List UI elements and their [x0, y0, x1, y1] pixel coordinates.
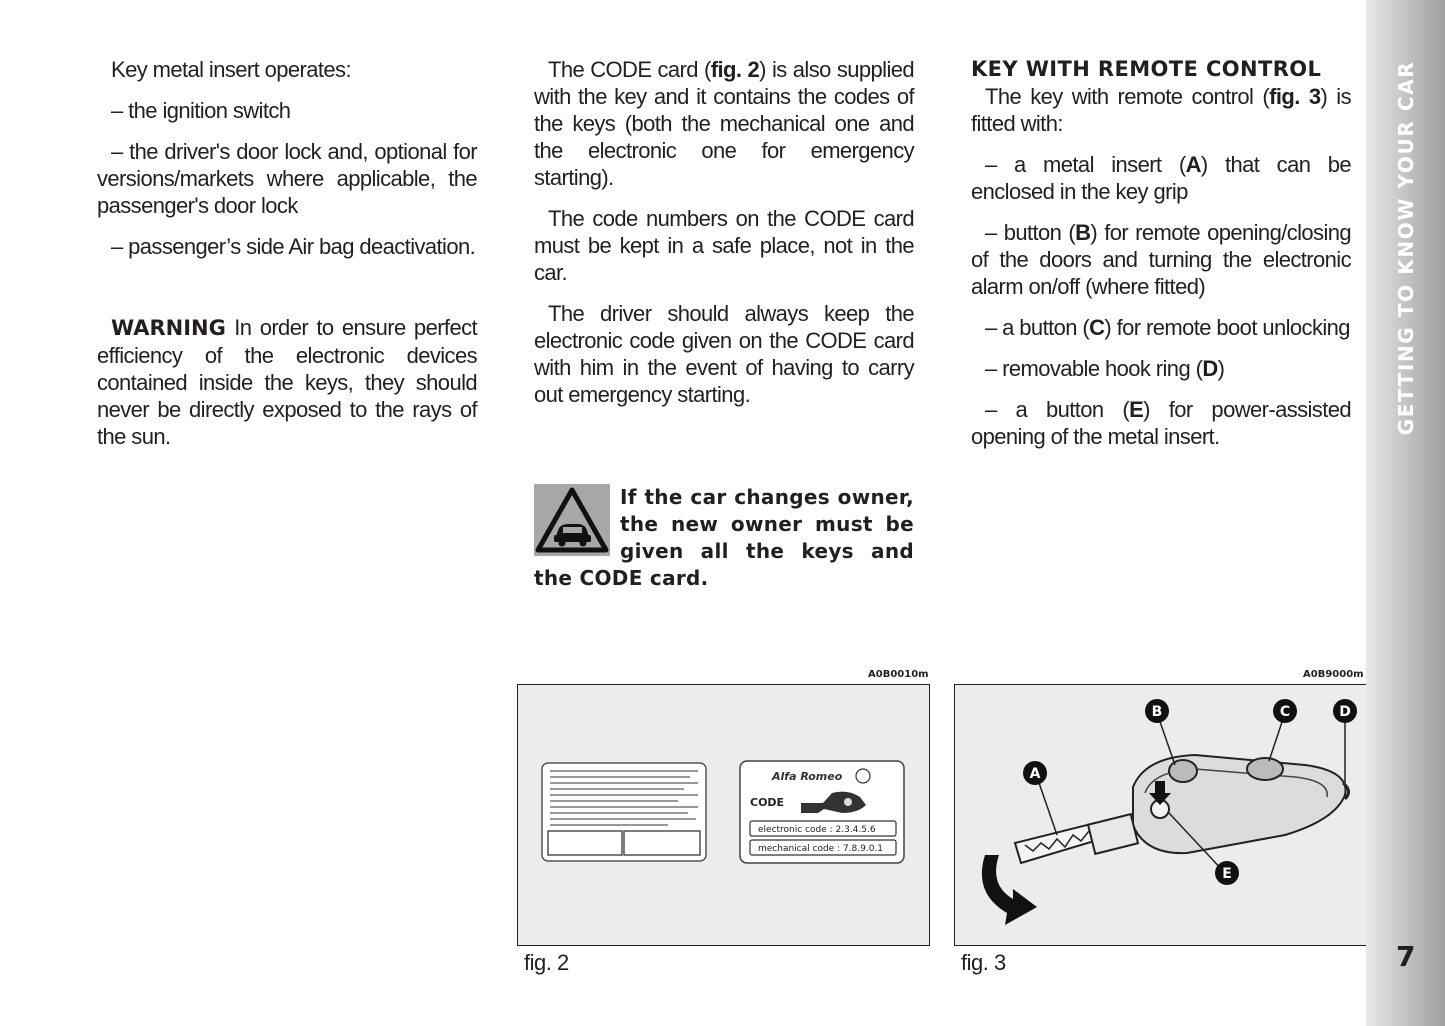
- list-item-button-e: [971, 396, 1351, 450]
- label-b-marker: [1145, 699, 1169, 723]
- warning-text: In order to ensure perfect efficiency of the electronic devices contained inside the keys, they should never be directly exposed to the rays of the sun.: [97, 315, 477, 449]
- fig2-caption: fig. 2: [524, 950, 569, 975]
- text: – removable hook ring (: [985, 356, 1203, 381]
- fig3-caption: fig. 3: [961, 950, 1006, 975]
- list-item-door-lock: – the driver's door lock and, optional for versions/markets where applicable, the passenger's door lock: [97, 139, 477, 218]
- text: The key with remote control (: [985, 84, 1270, 109]
- card-brand: Alfa Romeo: [772, 770, 843, 783]
- text: ) is also supplied with the key and it contains the codes of the keys (both the mechanical one and the electronic one for emergency starting).: [534, 57, 915, 190]
- text: ) for power-assisted opening of the metal insert.: [971, 397, 1351, 449]
- text: – a button (: [985, 397, 1130, 422]
- mechanical-code: mechanical code : 7.8.9.0.1: [758, 844, 884, 854]
- list-item-button-b: [971, 219, 1351, 300]
- label-d-marker: [1333, 699, 1357, 723]
- column-left: [97, 56, 477, 450]
- text: – a button (: [985, 315, 1090, 340]
- paragraph-electronic-code: The driver should always keep the electronic code given on the CODE card with him in the event of having to carry out emergency starting.: [534, 301, 914, 407]
- list-item-hook-ring: [971, 355, 1351, 382]
- paragraph-intro: [971, 83, 1351, 137]
- text: ): [1217, 356, 1225, 381]
- warning-car-icon: [534, 484, 610, 556]
- list-item-metal-insert: [971, 151, 1351, 205]
- electronic-code: electronic code : 2.3.4.5.6: [758, 825, 876, 835]
- label-c-marker: [1273, 699, 1297, 723]
- code-card-back: [542, 763, 706, 861]
- list-item-airbag: – passenger’s side Air bag deactivation.: [111, 234, 476, 259]
- paragraph-code-card: [534, 56, 914, 191]
- list-item-button-c: [971, 314, 1351, 341]
- code-card-front: [740, 761, 904, 863]
- fig-reference: fig. 2: [710, 57, 760, 82]
- figure-2: [517, 684, 930, 946]
- code-card-illustration: [518, 685, 928, 944]
- label-d: D: [1339, 704, 1351, 720]
- paragraph-code-numbers: The code numbers on the CODE card must be kept in a safe place, not in the car.: [534, 206, 914, 285]
- fig3-code: A0B9000m: [1303, 669, 1364, 680]
- text: ) for remote opening/closing of the doors and turning the electronic alarm on/off (where fitted): [971, 220, 1351, 299]
- label-b: B: [1151, 704, 1163, 720]
- label-c: C: [1279, 704, 1291, 720]
- text: The CODE card (: [548, 57, 711, 82]
- letter-ref: D: [1202, 356, 1218, 381]
- figure-3: [954, 684, 1367, 946]
- text: – button (: [985, 220, 1076, 245]
- remote-key-illustration: [955, 685, 1365, 944]
- label-e-marker: [1215, 861, 1239, 885]
- button-c-shape: [1247, 758, 1283, 780]
- text: ) for remote boot unlocking: [1104, 315, 1350, 340]
- owner-change-text: If the car changes owner, the new owner must be given all the keys and the CODE card.: [534, 485, 914, 590]
- page-number: 7: [1396, 940, 1416, 973]
- fig2-code: A0B0010m: [868, 669, 929, 680]
- card-code-label: CODE: [750, 796, 785, 809]
- chapter-title: GETTING TO KNOW YOUR CAR: [1394, 60, 1418, 436]
- fig-reference: fig. 3: [1269, 84, 1321, 109]
- list-item-ignition: – the ignition switch: [111, 98, 291, 123]
- paragraph-key-insert: Key metal insert operates:: [111, 57, 351, 82]
- letter-ref: A: [1185, 152, 1201, 177]
- label-a-marker: [1023, 761, 1047, 785]
- button-b-shape: [1169, 760, 1197, 782]
- column-middle: [534, 56, 914, 408]
- letter-ref: E: [1129, 397, 1144, 422]
- text: ) that can be enclosed in the key grip: [971, 152, 1351, 204]
- column-right: [971, 56, 1351, 450]
- owner-change-warning: [534, 484, 914, 592]
- letter-ref: C: [1089, 315, 1105, 340]
- label-e: E: [1222, 866, 1232, 882]
- warning-paragraph: [97, 314, 477, 450]
- warning-label: WARNING: [111, 316, 226, 340]
- label-a: A: [1029, 766, 1041, 782]
- section-heading: KEY WITH REMOTE CONTROL: [971, 57, 1322, 81]
- text: – a metal insert (: [985, 152, 1186, 177]
- text: ) is fitted with:: [971, 84, 1351, 136]
- letter-ref: B: [1075, 220, 1091, 245]
